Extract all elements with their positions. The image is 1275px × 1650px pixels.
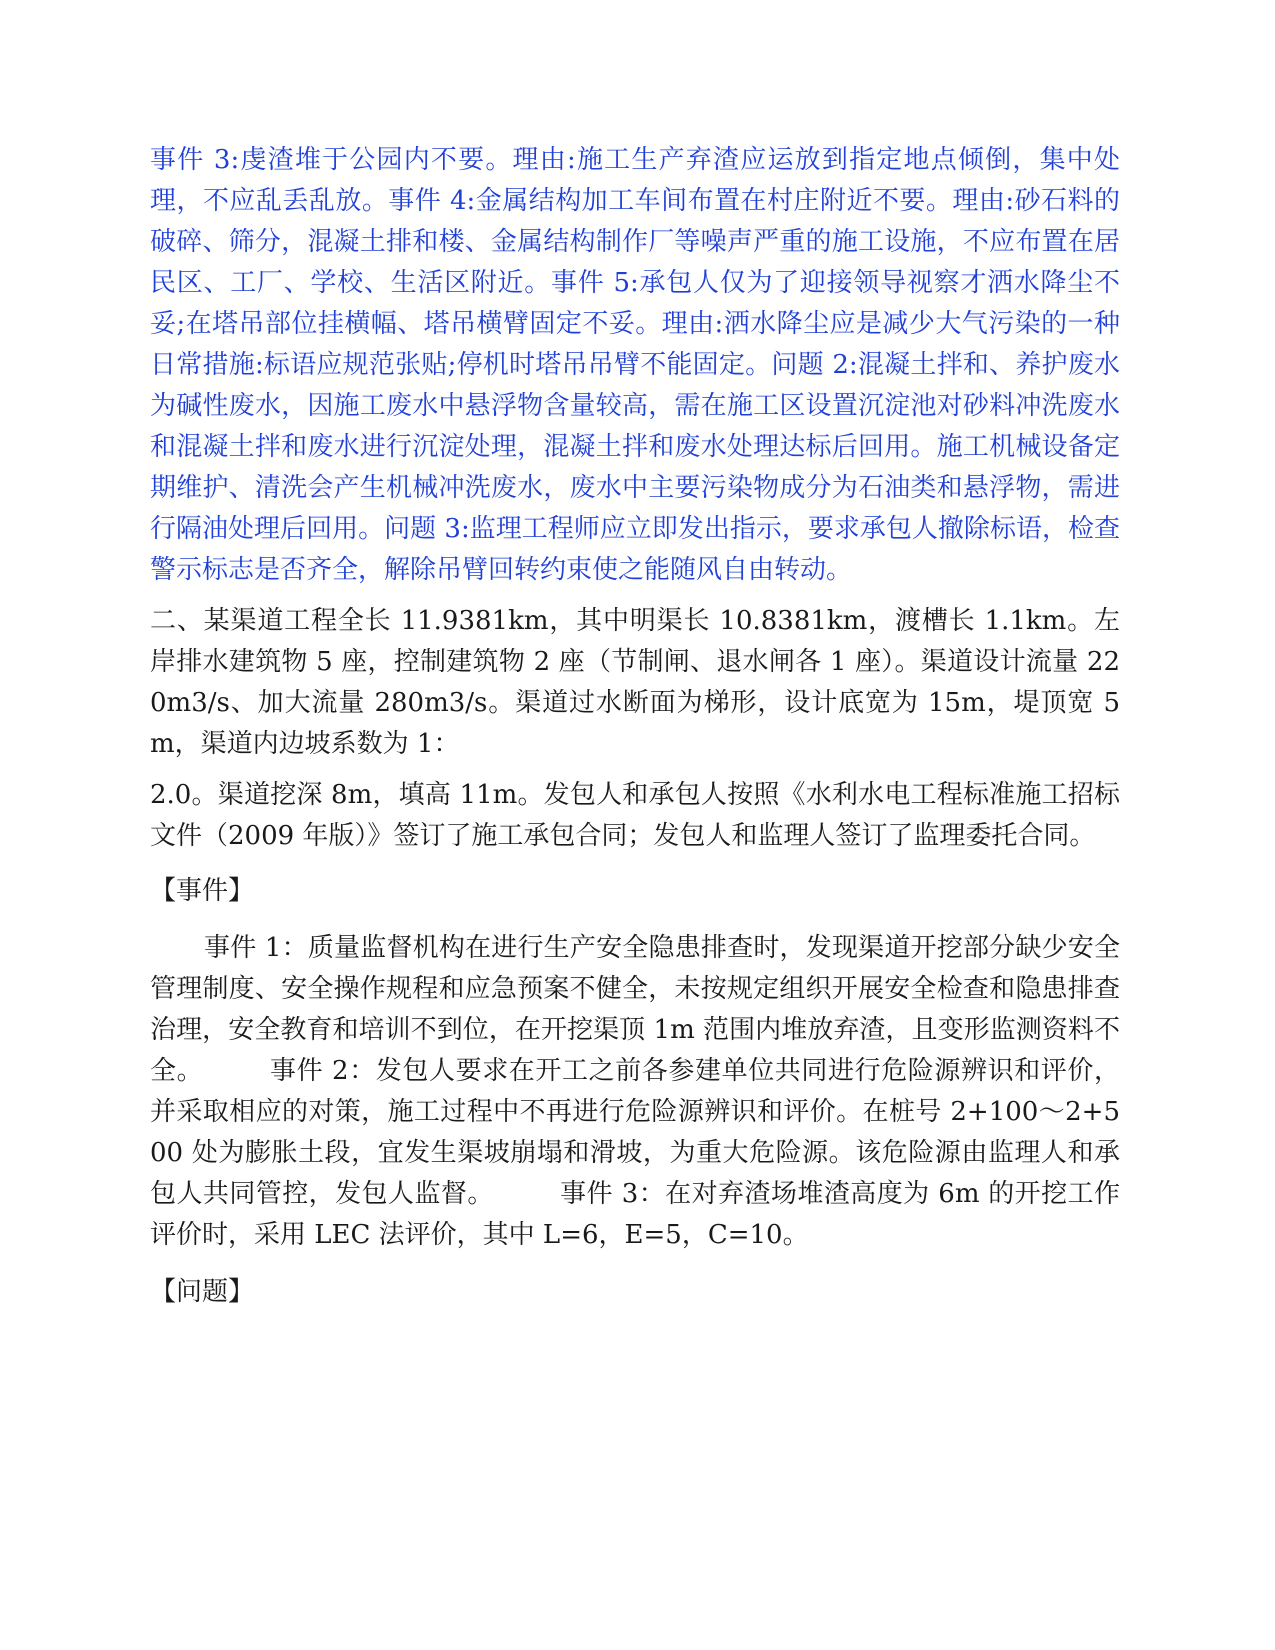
document-page xyxy=(150,140,1120,1329)
answer-paragraph: 事件 3:虔渣堆于公园内不要。理由:施工生产弃渣应运放到指定地点倾倒，集中处理，不应乱丢乱放。事件 4:金属结构加工车间布置在村庄附近不要。理由:砂石料的破碎、筛分，混凝土排和楼、金属结构制作厂等噪声严重的施工设施，不应布置在居民区、工厂、学校、生活区附近。事件 5:承包人仅为了迎接领导视察才洒水降尘不妥;在塔吊部位挂横幅、塔吊横臂固定不妥。理由:洒水降尘应是减少大气污染的一种日常措施:标语应规范张贴;停机时塔吊吊臂不能固定。问题 2:混凝土拌和、养护废水为碱性废水，因施工废水中悬浮物含量较高，需在施工区设置沉淀池对砂料冲洗废水和混凝土拌和废水进行沉淀处理，混凝土拌和废水处理达标后回用。施工机械设备定期维护、清洗会产生机械冲洗废水，废水中主要污染物成分为石油类和悬浮物，需进行隔油处理后回用。问题 3:监理工程师应立即发出指示，要求承包人撤除标语，检查警示标志是否齐全，解除吊臂回转约束使之能随风自由转动。 xyxy=(150,145,1120,585)
question-intro-paragraph: 二、某渠道工程全长 11.9381km，其中明渠长 10.8381km，渡槽长 1.1km。左岸排水建筑物 5 座，控制建筑物 2 座（节制闸、退水闸各 1 座）。渠道设计流量 220m3/s、加大流量 280m3/s。渠道过水断面为梯形，设计底宽为 15m，堤顶宽 5m，渠道内边坡系数为 1： xyxy=(150,606,1120,759)
events-paragraph: 事件 1：质量监督机构在进行生产安全隐患排查时，发现渠道开挖部分缺少安全管理制度、安全操作规程和应急预案不健全，未按规定组织开展安全检查和隐患排查治理，安全教育和培训不到位，在开挖渠顶 1m 范围内堆放弃渣，且变形监测资料不全。 事件 2：发包人要求在开工之前各参建单位共同进行危险源辨识和评价，并采取相应的对策，施工过程中不再进行危险源辨识和评价。在桩号 2+100～2+500 处为膨胀土段，宜发生渠坡崩塌和滑坡，为重大危险源。该危险源由监理人和承包人共同管控，发包人监督。 事件 3：在对弃渣场堆渣高度为 6m 的开挖工作评价时，采用 LEC 法评价，其中 L=6，E=5，C=10。 xyxy=(150,933,1120,1250)
question-intro-continuation: 2.0。渠道挖深 8m，填高 11m。发包人和承包人按照《水利水电工程标准施工招标文件（2009 年版）》签订了施工承包合同；发包人和监理人签订了监理委托合同。 xyxy=(150,780,1120,851)
questions-heading: 【问题】 xyxy=(150,1277,255,1307)
events-heading: 【事件】 xyxy=(150,876,255,906)
